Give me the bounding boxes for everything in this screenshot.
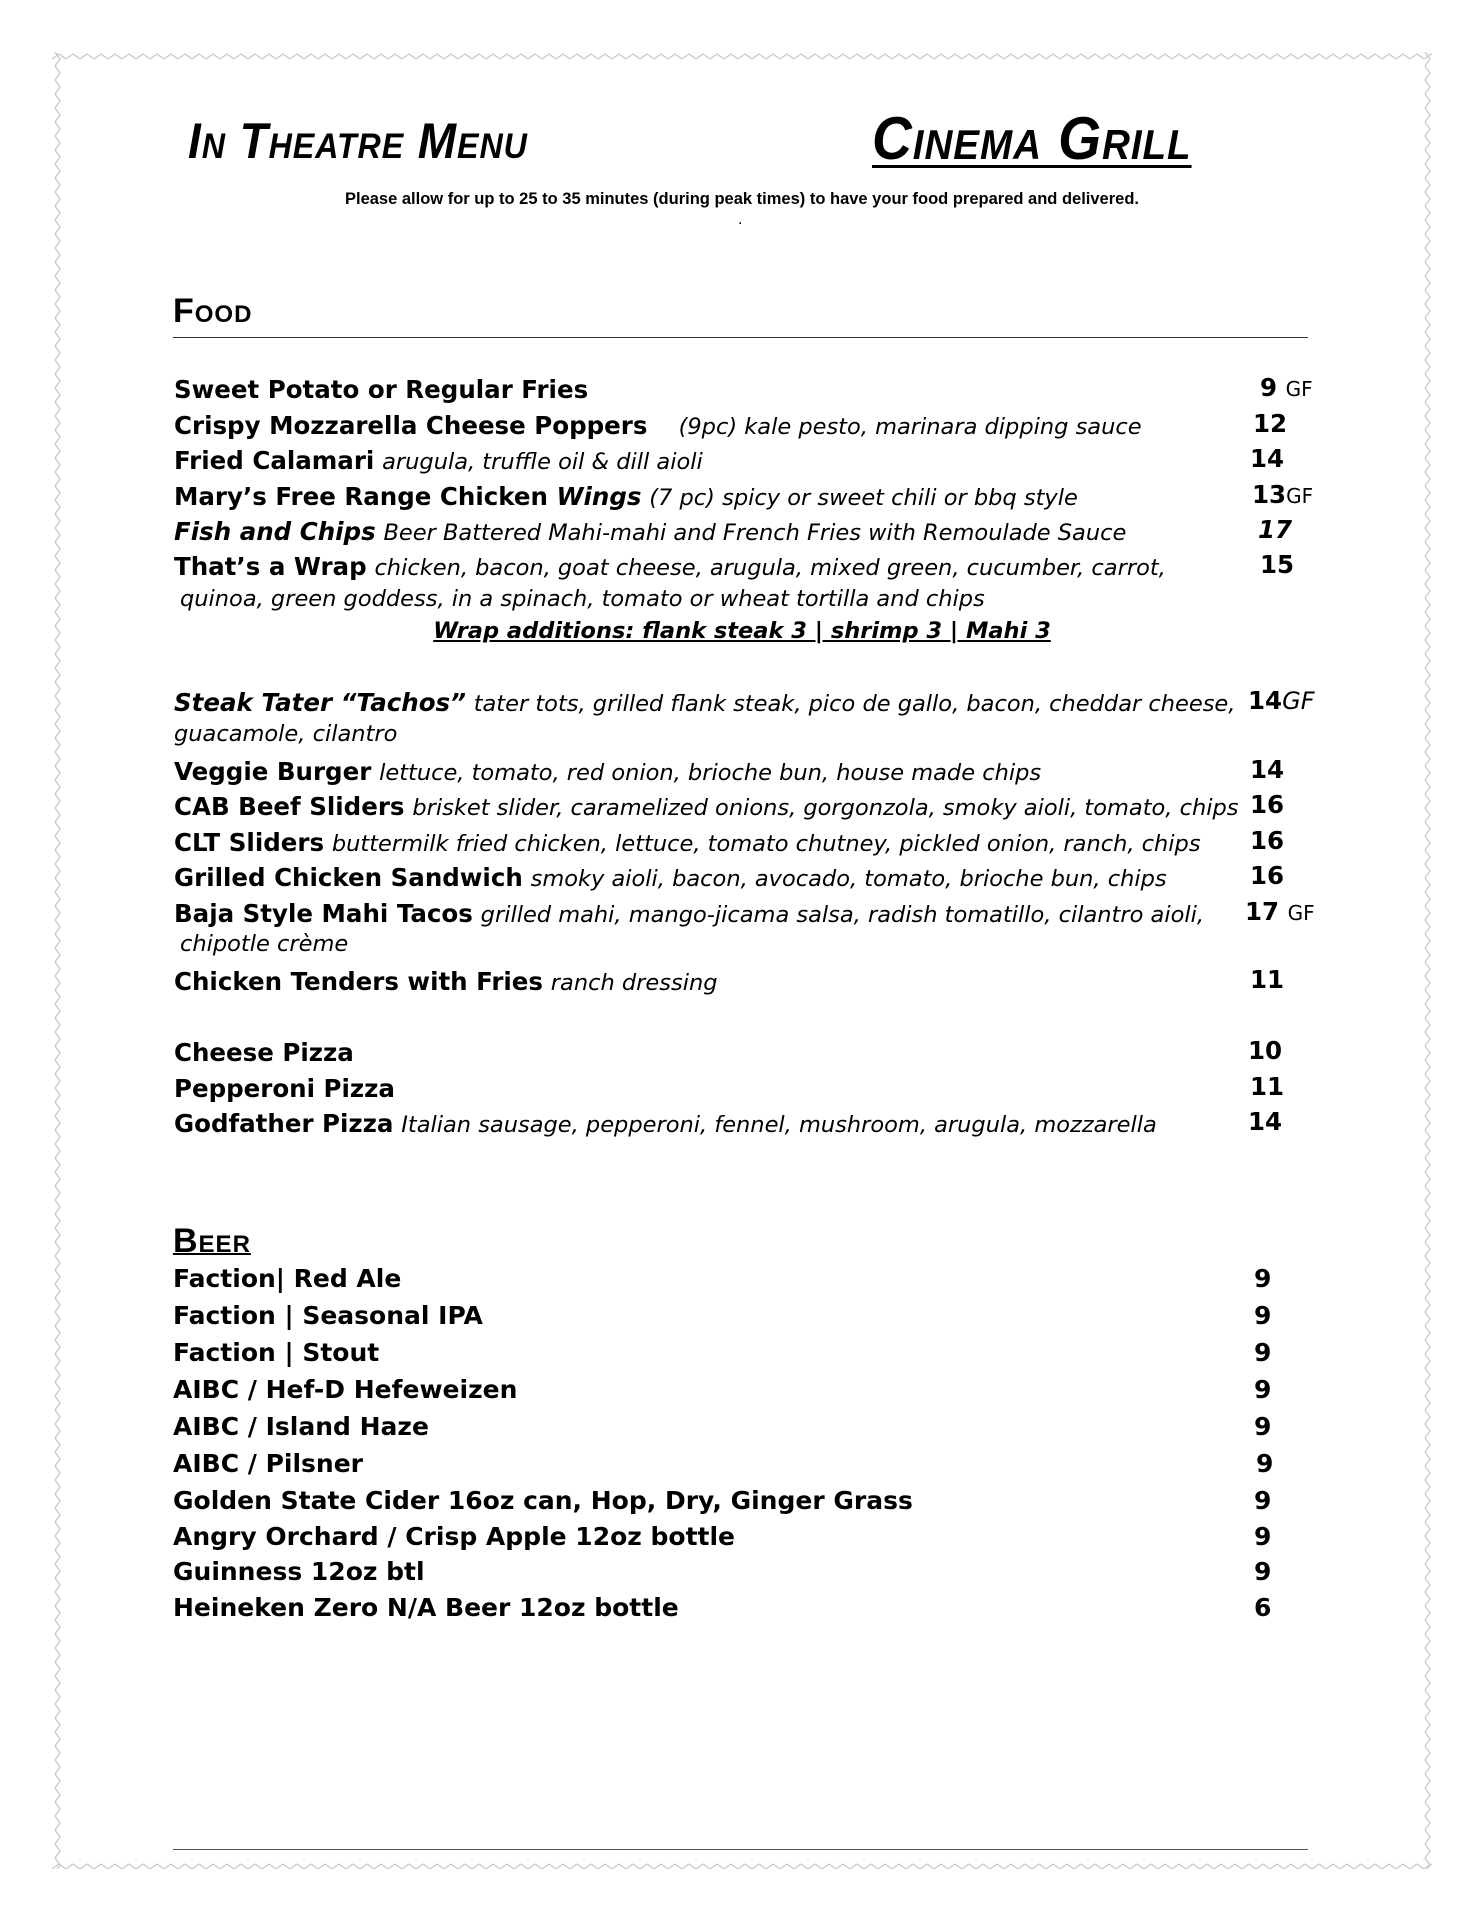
item-description: grilled mahi, mango-jicama salsa, radish tomatillo, cilantro aioli, — [480, 902, 1204, 928]
menu-item — [174, 790, 1314, 825]
item-description: lettuce, tomato, red onion, brioche bun, house made chips — [379, 760, 1042, 786]
menu-item — [174, 861, 1314, 896]
item-name: Cheese Pizza — [174, 1038, 354, 1067]
beer-price: 6 — [1254, 1593, 1272, 1622]
notice-dot: . — [738, 212, 743, 228]
beer-heading: Beer — [173, 1222, 251, 1260]
beer-item: Faction | Seasonal IPA — [173, 1301, 483, 1330]
item-description: chicken, bacon, goat cheese, arugula, mixed green, cucumber, carrot, — [374, 555, 1166, 581]
restaurant-name: Cinema Grill — [872, 105, 1192, 172]
item-name: Grilled Chicken Sandwich — [174, 863, 523, 892]
menu-title: In Theatre Menu — [188, 113, 528, 169]
beer-item: AIBC / Pilsner — [173, 1449, 364, 1478]
item-price: 12 — [1253, 409, 1288, 438]
item-description: tater tots, grilled flank steak, pico de gallo, bacon, cheddar cheese, — [473, 691, 1236, 717]
gf-tag: GF — [1287, 901, 1315, 925]
beer-item: Faction | Stout — [173, 1338, 380, 1367]
item-description: Italian sausage, pepperoni, fennel, mushroom, arugula, mozzarella — [401, 1112, 1157, 1138]
item-name: Mary’s Free Range Chicken — [174, 482, 557, 511]
item-name: Pepperoni Pizza — [174, 1074, 395, 1103]
beer-item: AIBC / Island Haze — [173, 1412, 429, 1441]
beer-price: 9 — [1256, 1449, 1274, 1478]
beer-price: 9 — [1254, 1264, 1272, 1293]
menu-item — [174, 826, 1314, 861]
item-price: 11 — [1250, 1072, 1285, 1101]
item-price: 14 — [1250, 755, 1285, 784]
item-name: Steak Tater “Tachos” — [174, 688, 466, 717]
beer-price: 9 — [1254, 1301, 1272, 1330]
menu-item — [174, 480, 1314, 515]
beer-item: Guinness 12oz btl — [173, 1557, 425, 1586]
item-description: smoky aioli, bacon, avocado, tomato, brioche bun, chips — [530, 866, 1167, 892]
item-price: 14 — [1250, 444, 1285, 473]
item-price: 10 — [1248, 1036, 1283, 1065]
item-description: arugula, truffle oil & dill aioli — [382, 449, 703, 475]
item-price: 9 GF — [1260, 373, 1313, 402]
menu-item — [174, 444, 1314, 479]
item-price: 16 — [1250, 790, 1285, 819]
gf-tag: GF — [1286, 484, 1314, 508]
menu-item — [174, 1107, 1314, 1142]
menu-item — [174, 1072, 1314, 1106]
item-description: ranch dressing — [550, 970, 718, 996]
item-name: Chicken Tenders with Fries — [174, 967, 543, 996]
menu-item — [174, 515, 1314, 550]
wrap-additions: Wrap additions: flank steak 3 | shrimp 3 | Mahi 3 — [433, 618, 1051, 644]
menu-item — [174, 755, 1314, 790]
beer-item: Angry Orchard / Crisp Apple 12oz bottle — [173, 1522, 736, 1551]
beer-price: 9 — [1254, 1338, 1272, 1367]
gf-tag: GF — [1282, 687, 1315, 715]
prep-time-notice: Please allow for up to 25 to 35 minutes (during peak times) to have your food prepared and delivered. — [344, 190, 1139, 208]
item-name: Fried Calamari — [174, 446, 375, 475]
item-price: 17 GF — [1245, 897, 1315, 926]
item-description: buttermilk fried chicken, lettuce, tomato chutney, pickled onion, ranch, chips — [331, 831, 1201, 857]
beer-price: 9 — [1254, 1557, 1272, 1586]
beer-item: Golden State Cider 16oz can, Hop, Dry, Ginger Grass — [173, 1486, 913, 1515]
beer-price: 9 — [1254, 1375, 1272, 1404]
item-price: 17 — [1258, 515, 1293, 544]
beer-price: 9 — [1254, 1522, 1272, 1551]
item-name: Fish and Chips — [174, 517, 376, 546]
item-price: 14GF — [1248, 686, 1315, 715]
item-price: 11 — [1250, 965, 1285, 994]
beer-item: AIBC / Hef-D Hefeweizen — [173, 1375, 518, 1404]
item-name: Godfather Pizza — [174, 1109, 394, 1138]
item-description-cont: guacamole, cilantro — [174, 721, 398, 747]
menu-item — [174, 1036, 1314, 1070]
menu-item — [174, 897, 1314, 932]
food-divider — [173, 337, 1308, 338]
menu-item — [174, 965, 1314, 1000]
menu-item — [174, 686, 1314, 721]
item-name: Crispy Mozzarella Cheese Poppers — [174, 411, 648, 440]
item-name: Veggie Burger — [174, 757, 372, 786]
item-name-italic: Wings — [556, 482, 642, 511]
item-price: 16 — [1250, 826, 1285, 855]
item-name: CLT Sliders — [174, 828, 325, 857]
item-description: (9pc) kale pesto, marinara dipping sauce — [678, 414, 1142, 440]
beer-item: Heineken Zero N/A Beer 12oz bottle — [173, 1593, 679, 1622]
item-description-cont: chipotle crème — [180, 931, 349, 957]
menu-item — [174, 373, 1314, 407]
item-description: Beer Battered Mahi-mahi and French Fries with Remoulade Sauce — [383, 520, 1127, 546]
item-description: brisket slider, caramelized onions, gorgonzola, smoky aioli, tomato, chips — [412, 795, 1239, 821]
item-price: 14 — [1248, 1107, 1283, 1136]
item-name: Sweet Potato or Regular Fries — [174, 375, 589, 404]
item-price: 16 — [1250, 861, 1285, 890]
item-name: That’s a Wrap — [174, 552, 367, 581]
item-name: CAB Beef Sliders — [174, 792, 405, 821]
item-description-cont: quinoa, green goddess, in a spinach, tomato or wheat tortilla and chips — [180, 586, 985, 612]
footer-divider — [173, 1849, 1308, 1850]
item-price: 15 — [1260, 550, 1295, 579]
beer-price: 9 — [1254, 1486, 1272, 1515]
food-heading: Food — [173, 292, 253, 330]
menu-item — [174, 550, 1314, 585]
item-price: 13GF — [1252, 480, 1314, 509]
item-description: (7 pc) spicy or sweet chili or bbq style — [649, 485, 1078, 511]
menu-item — [174, 409, 1314, 444]
gf-tag: GF — [1285, 377, 1313, 401]
beer-item: Faction| Red Ale — [173, 1264, 402, 1293]
item-name: Baja Style Mahi Tacos — [174, 899, 473, 928]
beer-price: 9 — [1254, 1412, 1272, 1441]
